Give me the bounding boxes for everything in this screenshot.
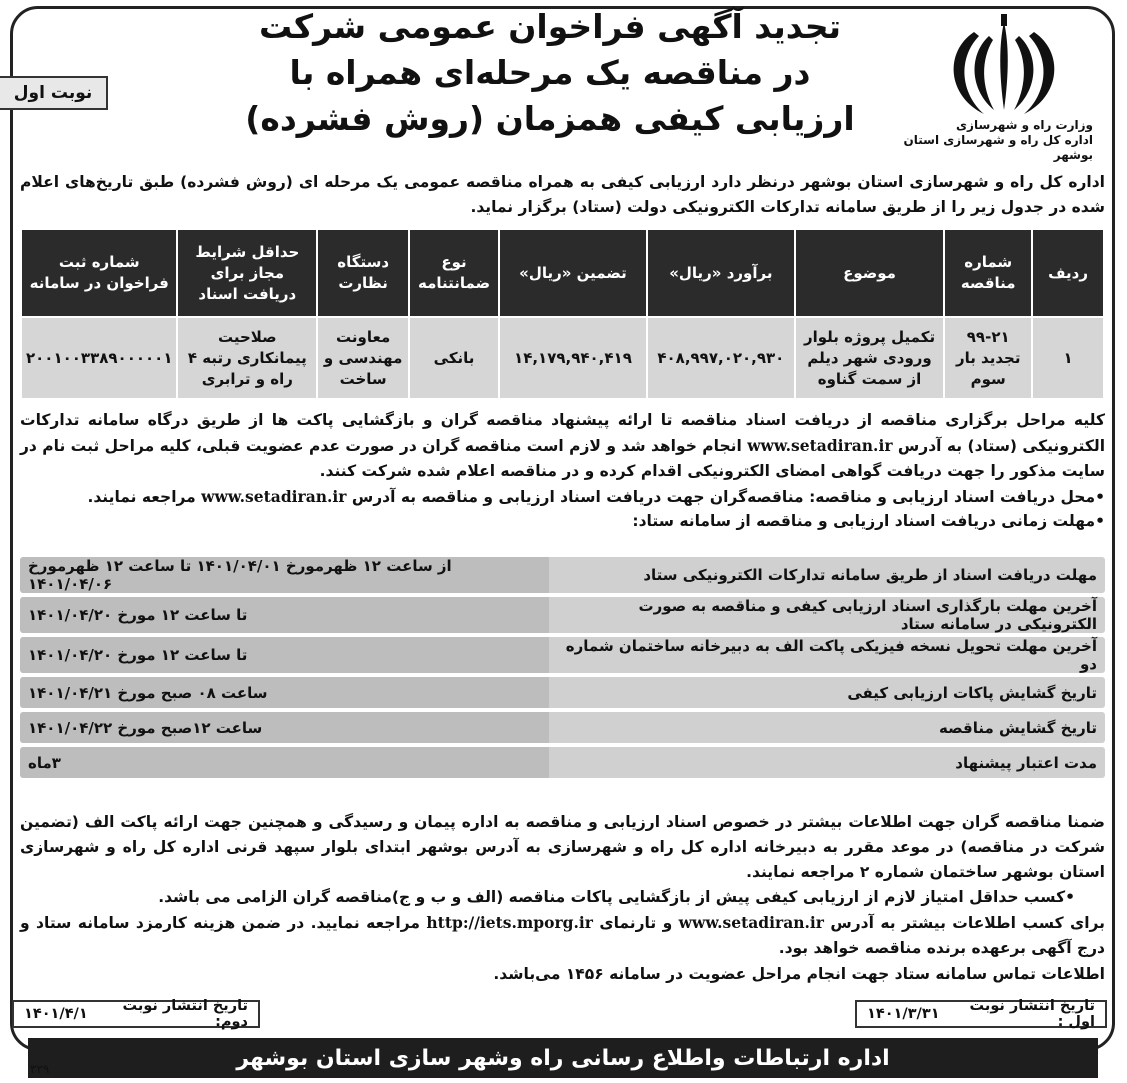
support-contact: اطلاعات تماس سامانه ستاد جهت انجام مراحل عضویت در سامانه ۱۴۵۶ می‌باشد. (493, 965, 1105, 983)
process-text-before: کلیه مراحل برگزاری مناقصه از دریافت اسناد مناقصه تا ارائه پیشنهاد مناقصه گران و بازگشایی پاکت ها از طریق درگاه سامانه تدارکات الکترونیکی (ستاد) به آدرس (20, 411, 1106, 455)
info-paragraph (20, 910, 1105, 961)
th-registration-number: شماره ثبت فراخوان در سامانه (21, 229, 177, 317)
process-paragraph (20, 408, 1105, 484)
cell-guarantee-type: بانکی (409, 317, 499, 399)
cell-min-conditions: صلاحیت پیمانکاری رتبه ۴ راه و ترابری (177, 317, 317, 399)
title-line-2: در مناقصه یک مرحله‌ای همراه با (289, 53, 811, 92)
schedule-row (20, 747, 1105, 778)
th-row-number: ردیف (1032, 229, 1104, 317)
th-estimate: برآورد «ریال» (647, 229, 795, 317)
second-publication-value: ۱۴۰۱/۴/۱ (24, 1006, 88, 1022)
footer-bar: اداره ارتباطات واطلاع رسانی راه وشهر سازی استان بوشهر (28, 1038, 1098, 1078)
bullet-deadline-heading: •مهلت زمانی دریافت اسناد ارزیابی و مناقصه از سامانه ستاد: (632, 512, 1105, 530)
first-publication-label: تاریخ انتشار نوبت اول : (969, 998, 1095, 1030)
notice-badge: نوبت اول (0, 76, 108, 110)
th-tender-number: شماره مناقصه (944, 229, 1032, 317)
th-min-conditions: حداقل شرایط مجاز برای دریافت اسناد (177, 229, 317, 317)
schedule-value: ۳ماه (28, 753, 61, 772)
schedule-value: تا ساعت ۱۲ مورخ ۱۴۰۱/۰۴/۲۰ (28, 646, 248, 664)
first-publication-value: ۱۴۰۱/۳/۳۱ (867, 1006, 940, 1022)
requirement-bullet: •کسب حداقل امتیاز لازم از ارزیابی کیفی پیش از بازگشایی پاکات مناقصه (الف و ب و ج)مناقصه گران الزامی می باشد. (158, 888, 1075, 906)
schedule-value: ساعت ۰۸ صبح مورخ ۱۴۰۱/۰۴/۲۱ (28, 683, 268, 702)
schedule-row (20, 597, 1105, 633)
ministry-line-2: اداره کل راه و شهرسازی استان بوشهر (903, 133, 1093, 162)
schedule-table (20, 553, 1105, 782)
schedule-row (20, 557, 1105, 593)
second-publication-label: تاریخ انتشار نوبت دوم: (122, 998, 248, 1030)
setad-link[interactable]: www.setadiran.ir (747, 436, 893, 455)
schedule-value: ساعت ۱۲صبح مورخ ۱۴۰۱/۰۴/۲۲ (28, 718, 263, 737)
schedule-row (20, 677, 1105, 708)
setad-link-3[interactable]: www.setadiran.ir (678, 913, 824, 932)
first-publication-date (855, 1000, 1107, 1028)
tender-table (20, 228, 1105, 400)
schedule-label: تاریخ گشایش مناقصه (549, 712, 1105, 743)
info-text-b: و تارنمای (599, 914, 673, 932)
th-supervisor: دستگاه نظارت (317, 229, 409, 317)
iran-emblem-icon (929, 14, 1079, 119)
schedule-label: آخرین مهلت تحویل نسخه فیزیکی پاکت الف به دبیرخانه ساختمان شماره دو (549, 637, 1105, 673)
cell-tender-number: ۹۹-۲۱ تجدید بار سوم (944, 317, 1032, 399)
ministry-name (893, 118, 1093, 163)
setad-link-2[interactable]: www.setadiran.ir (201, 487, 347, 506)
bullet-document-location (20, 484, 1105, 510)
process-text-after: انجام خواهد شد و لازم است مناقصه گران در صورت عدم عضویت قبلی، کلیه مراحل ثبت نام در سایت مذکور را جهت دریافت گواهی امضای الکترونیکی اقدام کرده و در مناقصه اعلام شده شرکت کنند. (20, 437, 1105, 480)
page-number: ۳۲۹ (30, 1062, 50, 1076)
schedule-label: آخرین مهلت بارگذاری اسناد ارزیابی کیفی و مناقصه به صورت الکترونیکی در سامانه ستاد (549, 597, 1105, 633)
schedule-label: تاریخ گشایش پاکات ارزیابی کیفی (549, 677, 1105, 708)
schedule-row (20, 712, 1105, 743)
cell-estimate: ۴۰۸,۹۹۷,۰۲۰,۹۳۰ (647, 317, 795, 399)
contact-paragraph: ضمنا مناقصه گران جهت اطلاعات بیشتر در خصوص اسناد ارزیابی و مناقصه به اداره پیمان و رسیدگی و همچنین جهت ارائه پاکت الف (تضمین شرکت در مناقصه) در موعد مقرر به دبیرخانه اداره کل راه و شهرسازی به آدرس بوشهر ابتدای بلوار سپهد قرنی اداره کل راه و شهرسازی استان بوشهر ساختمان شماره ۲ مراجعه نمایند. (20, 813, 1105, 881)
cell-subject: تکمیل پروژه بلوار ورودی شهر دیلم از سمت گناوه (795, 317, 944, 399)
bullet1-text: مناقصه‌گران جهت دریافت اسناد ارزیابی و مناقصه به آدرس (351, 488, 804, 506)
cell-row-number: ۱ (1032, 317, 1104, 399)
bullet1-label: •محل دریافت اسناد ارزیابی و مناقصه: (809, 488, 1105, 506)
info-text-a: برای کسب اطلاعات بیشتر به آدرس (830, 914, 1105, 932)
tender-table-header (21, 229, 1104, 317)
title-line-1: تجدید آگهی فراخوان عمومی شرکت (259, 7, 841, 46)
second-publication-date (12, 1000, 260, 1028)
schedule-value: از ساعت ۱۲ ظهرمورخ ۱۴۰۱/۰۴/۰۱ تا ساعت ۱۲ ظهرمورخ ۱۴۰۱/۰۴/۰۶ (28, 557, 452, 593)
cell-guarantee: ۱۴,۱۷۹,۹۴۰,۴۱۹ (499, 317, 647, 399)
schedule-row (20, 637, 1105, 673)
schedule-value: تا ساعت ۱۲ مورخ ۱۴۰۱/۰۴/۲۰ (28, 606, 248, 624)
info-text-c: مراجعه نمایید. در ضمن هزینه کارمزد سامانه ستاد و درج آگهی برعهده برنده مناقصه خواهد بود. (20, 914, 1105, 957)
table-row (21, 317, 1104, 399)
th-guarantee-type: نوع ضمانتنامه (409, 229, 499, 317)
ministry-line-1: وزارت راه و شهرسازی (956, 118, 1093, 132)
schedule-label: مدت اعتبار پیشنهاد (549, 747, 1105, 778)
th-guarantee: تضمین «ریال» (499, 229, 647, 317)
bullet1-end: مراجعه نمایند. (87, 488, 196, 506)
cell-registration-number: ۲۰۰۱۰۰۳۳۸۹۰۰۰۰۰۱ (21, 317, 177, 399)
schedule-label: مهلت دریافت اسناد از طریق سامانه تدارکات الکترونیکی ستاد (549, 557, 1105, 593)
intro-paragraph: اداره کل راه و شهرسازی استان بوشهر درنظر دارد ارزیابی کیفی به همراه مناقصه عمومی یک مرحله ای (روش فشرده) طبق تاریخ‌های اعلام شده در جدول زیر را از طریق سامانه تدارکات الکترونیکی دولت (ستاد) برگزار نماید. (20, 173, 1105, 216)
page-title (230, 4, 870, 142)
cell-supervisor: معاونت مهندسی و ساخت (317, 317, 409, 399)
title-line-3: ارزیابی کیفی همزمان (روش فشرده) (245, 99, 855, 138)
th-subject: موضوع (795, 229, 944, 317)
iets-link[interactable]: http://iets.mporg.ir (426, 913, 593, 932)
